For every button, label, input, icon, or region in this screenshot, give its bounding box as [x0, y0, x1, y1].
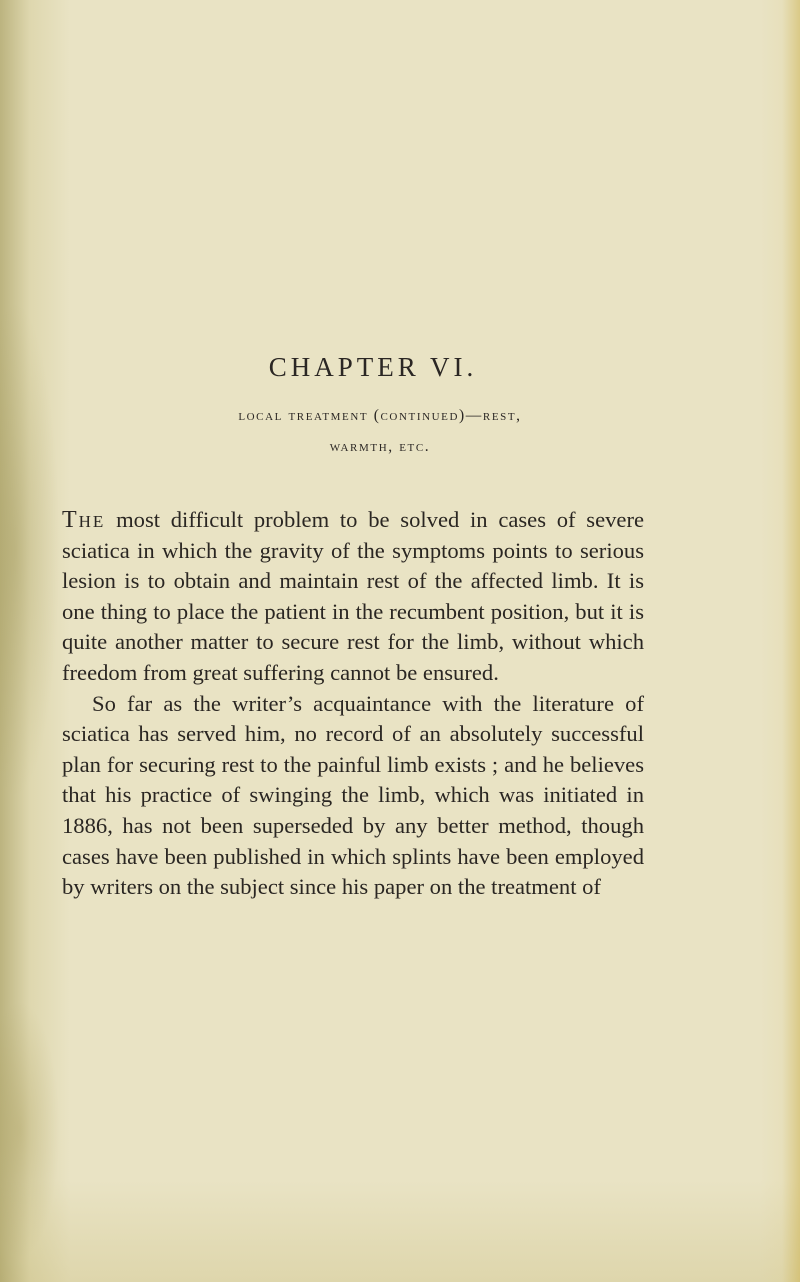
paragraph [62, 505, 644, 689]
paper-stain [0, 1000, 60, 1260]
chapter-heading: CHAPTER VI. [268, 352, 478, 382]
paragraph-text: most difficult problem to be solved in cases of severe sciatica in which the gravity of the symptoms points to serious lesion is to obtain and maintain rest of the affected limb. It is one thing to place the patient in the recumbent position, but it is quite another matter to secure rest for the limb, without which freedom from great suffering cannot be ensured. [62, 507, 644, 685]
paragraph: So far as the writer’s acquaintance with the literature of sciatica has served him, no record of an absolutely successful plan for securing rest to the painful limb exists ; and he believes that his practice of swinging the limb, which was initiated in 1886, has not been superseded by any better method, though cases have been published in which splints have been employed by writers on the subject since his paper on the treatment of [62, 690, 644, 900]
chapter-subtitle-line: warmth, etc. [329, 438, 431, 455]
chapter-subtitle-line: local treatment (continued)—rest, [238, 407, 522, 424]
chapter-subtitle [100, 400, 660, 462]
lead-word: The [62, 507, 106, 533]
body-text [62, 505, 644, 903]
